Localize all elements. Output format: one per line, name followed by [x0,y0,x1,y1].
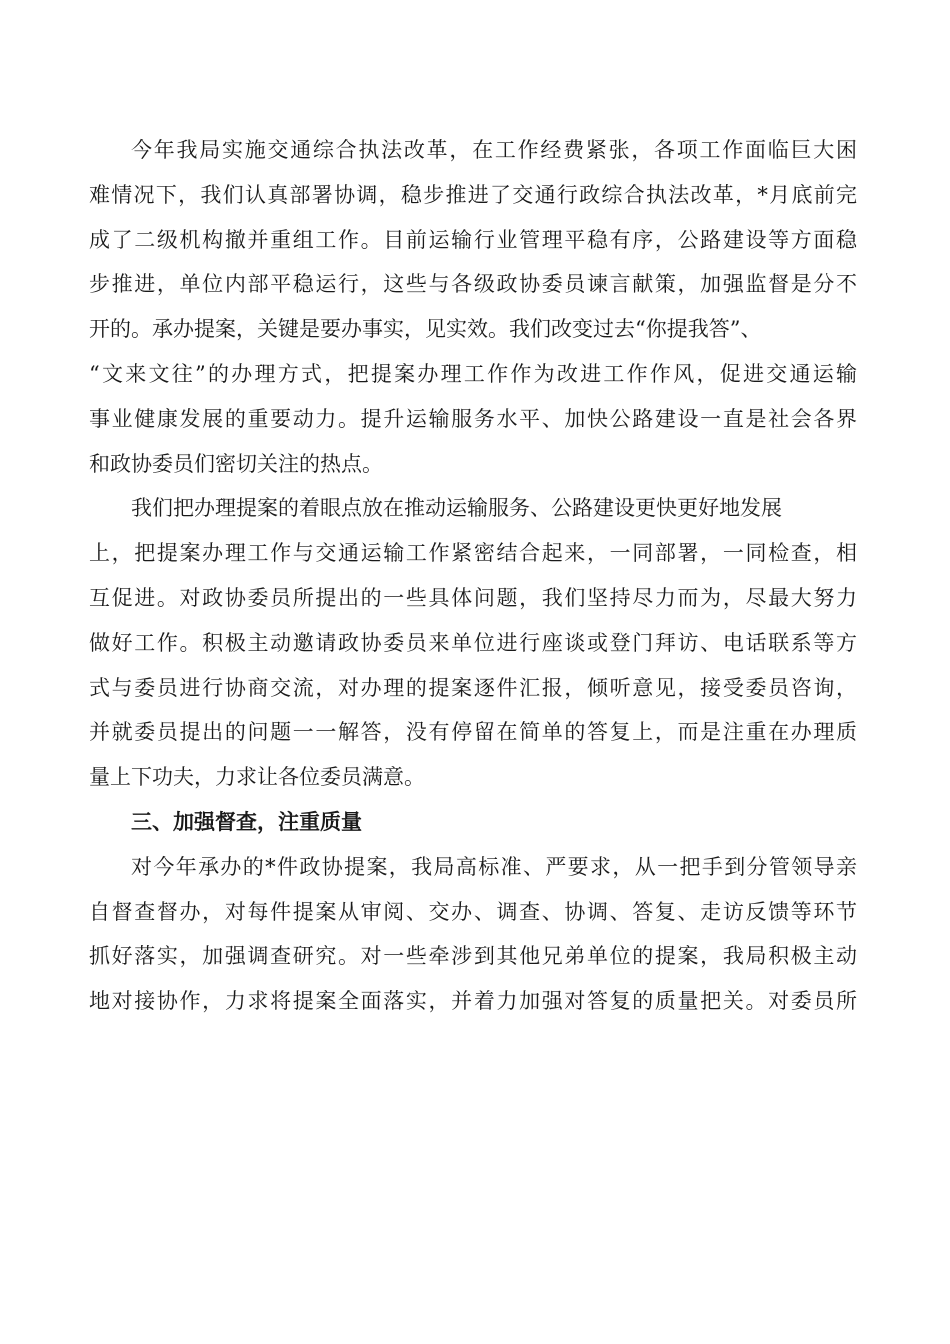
document-body [89,128,857,1024]
paragraph-line: 成了二级机构撤并重组工作。目前运输行业管理平稳有序，公路建设等方面稳 [89,227,857,252]
paragraph-line: 自督查督办，对每件提案从审阅、交办、调查、协调、答复、走访反馈等环节 [89,899,857,924]
paragraph-line: 事业健康发展的重要动力。提升运输服务水平、加快公路建设一直是社会各界 [89,406,857,431]
paragraph-line: 互促进。对政协委员所提出的一些具体问题，我们坚持尽力而为，尽最大努力 [89,585,857,610]
paragraph-line: 今年我局实施交通综合执法改革，在工作经费紧张，各项工作面临巨大困 [131,138,857,162]
paragraph-line: 开的。承办提案，关键是要办事实，见实效。我们改变过去“你提我答”、 [89,317,762,342]
section-heading-text: 三、加强督查，注重质量 [131,808,362,834]
paragraph-line: 和政协委员们密切关注的热点。 [89,451,383,476]
paragraph [89,128,857,486]
paragraph-line: 我们把办理提案的着眼点放在推动运输服务、公路建设更快更好地发展 [131,496,782,521]
paragraph-line: 步推进，单位内部平稳运行，这些与各级政协委员谏言献策，加强监督是分不 [89,272,857,297]
paragraph [89,486,857,800]
paragraph [89,845,857,1024]
paragraph-line: 并就委员提出的问题一一解答，没有停留在简单的答复上，而是注重在办理质 [89,720,857,745]
paragraph-line: 抓好落实，加强调查研究。对一些牵涉到其他兄弟单位的提案，我局积极主动 [89,944,857,969]
paragraph-line: 做好工作。积极主动邀请政协委员来单位进行座谈或登门拜访、电话联系等方 [89,630,857,655]
section-heading [89,800,857,845]
paragraph-line: “文来文往”的办理方式，把提案办理工作作为改进工作作风，促进交通运输 [89,361,857,386]
paragraph-line: 上，把提案办理工作与交通运输工作紧密结合起来，一同部署，一同检查，相 [89,541,857,566]
paragraph-line: 地对接协作，力求将提案全面落实，并着力加强对答复的质量把关。对委员所 [89,989,857,1014]
paragraph-line: 对今年承办的*件政协提案，我局高标准、严要求，从一把手到分管领导亲 [131,854,857,879]
paragraph-line: 量上下功夫，力求让各位委员满意。 [89,765,425,790]
paragraph-line: 难情况下，我们认真部署协调，稳步推进了交通行政综合执法改革，*月底前完 [89,182,857,207]
paragraph-line: 式与委员进行协商交流，对办理的提案逐件汇报，倾听意见，接受委员咨询， [89,675,857,700]
